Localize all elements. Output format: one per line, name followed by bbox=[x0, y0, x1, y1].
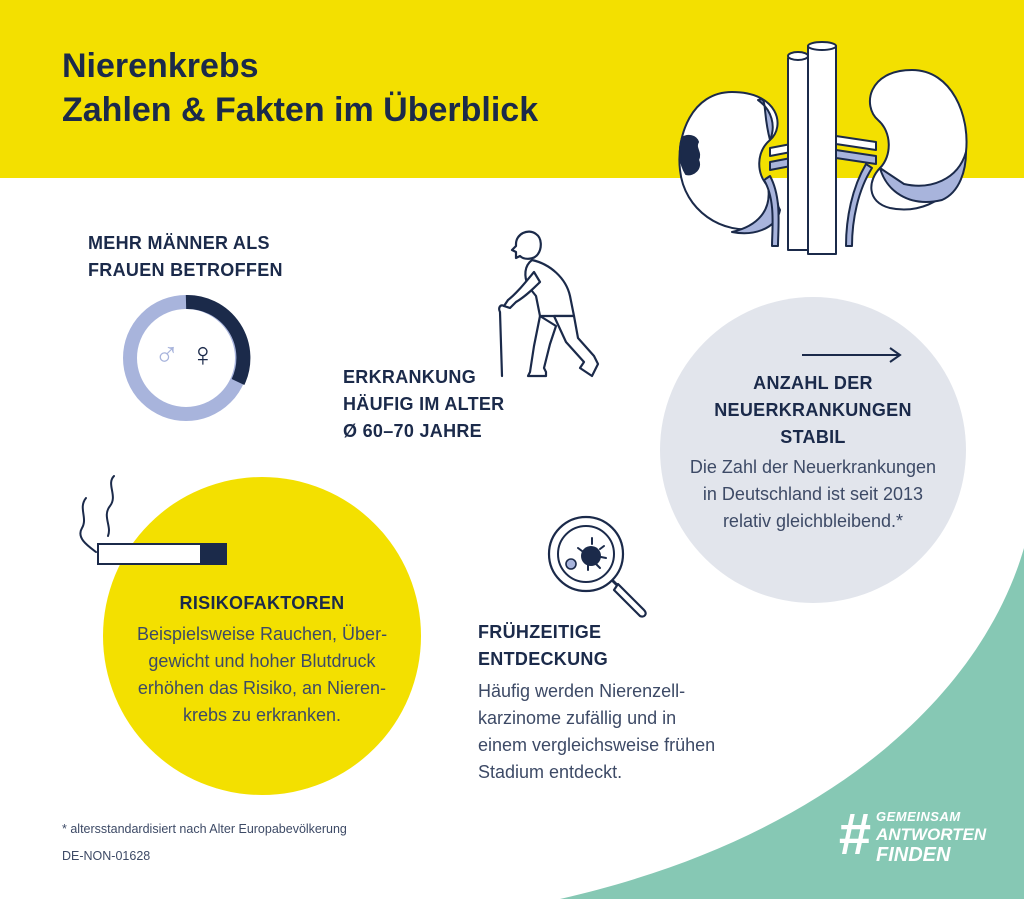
risk-text-line-1: Beispielsweise Rauchen, Über- bbox=[136, 624, 388, 644]
footnote: * altersstandardisiert nach Alter Europabevölkerung bbox=[62, 822, 347, 836]
early-text bbox=[478, 678, 715, 786]
cigarette-icon bbox=[66, 470, 232, 570]
title-line-1: Nierenkrebs bbox=[62, 47, 259, 85]
logo-words bbox=[876, 808, 986, 866]
incidence-text-line-3: relativ gleichbleibend.* bbox=[722, 511, 904, 531]
early-heading-line-2: ENTDECKUNG bbox=[478, 649, 609, 669]
elderly-person-icon bbox=[494, 226, 604, 384]
incidence-heading-line-3: STABIL bbox=[780, 427, 846, 447]
risk-heading: RISIKOFAKTOREN bbox=[179, 593, 345, 613]
male-symbol-icon: ♂ bbox=[154, 336, 180, 374]
logo-word-1: GEMEINSAM bbox=[876, 809, 961, 824]
title-line-2: Zahlen & Fakten im Überblick bbox=[62, 91, 539, 129]
incidence-heading-line-1: ANZAHL DER bbox=[753, 373, 873, 393]
early-text-line-3: einem vergleichsweise frühen bbox=[478, 735, 716, 755]
incidence-text-line-1: Die Zahl der Neuerkrankungen bbox=[689, 457, 937, 477]
incidence-text-line-2: in Deutschland ist seit 2013 bbox=[702, 484, 924, 504]
incidence-heading bbox=[680, 370, 946, 451]
logo-word-3: FINDEN bbox=[876, 844, 951, 866]
kidneys-icon bbox=[672, 40, 972, 258]
gender-heading bbox=[88, 230, 283, 284]
page-title bbox=[62, 44, 538, 132]
risk-text bbox=[108, 621, 416, 729]
magnifier-cell-icon bbox=[546, 514, 654, 620]
incidence-heading-line-2: NEUERKRANKUNGEN bbox=[714, 400, 912, 420]
incidence-text bbox=[664, 454, 962, 535]
gender-heading-line-1: MEHR MÄNNER ALS bbox=[88, 233, 270, 253]
early-text-line-2: karzinome zufällig und in bbox=[478, 708, 677, 728]
early-text-line-1: Häufig werden Nierenzell- bbox=[478, 681, 686, 701]
document-code: DE-NON-01628 bbox=[62, 849, 151, 863]
early-heading bbox=[478, 619, 608, 673]
risk-text-line-4: krebs zu erkranken. bbox=[182, 705, 342, 725]
female-symbol-icon: ♀ bbox=[190, 336, 216, 374]
early-heading-line-1: FRÜHZEITIGE bbox=[478, 622, 602, 642]
logo-hash: # bbox=[838, 802, 871, 867]
early-text-line-4: Stadium entdeckt. bbox=[478, 762, 623, 782]
age-heading-line-2: HÄUFIG IM ALTER bbox=[343, 394, 505, 414]
age-heading bbox=[343, 364, 504, 445]
age-heading-line-1: ERKRANKUNG bbox=[343, 367, 476, 387]
gender-donut-icon bbox=[120, 292, 252, 424]
risk-text-line-3: erhöhen das Risiko, an Nieren- bbox=[137, 678, 387, 698]
risk-text-line-2: gewicht und hoher Blutdruck bbox=[148, 651, 376, 671]
age-heading-line-3: Ø 60–70 JAHRE bbox=[343, 421, 482, 441]
arrow-right-icon bbox=[800, 346, 904, 364]
gemeinsam-antworten-finden-logo bbox=[838, 804, 998, 866]
logo-word-2: ANTWORTEN bbox=[876, 825, 987, 844]
gender-heading-line-2: FRAUEN BETROFFEN bbox=[88, 260, 283, 280]
